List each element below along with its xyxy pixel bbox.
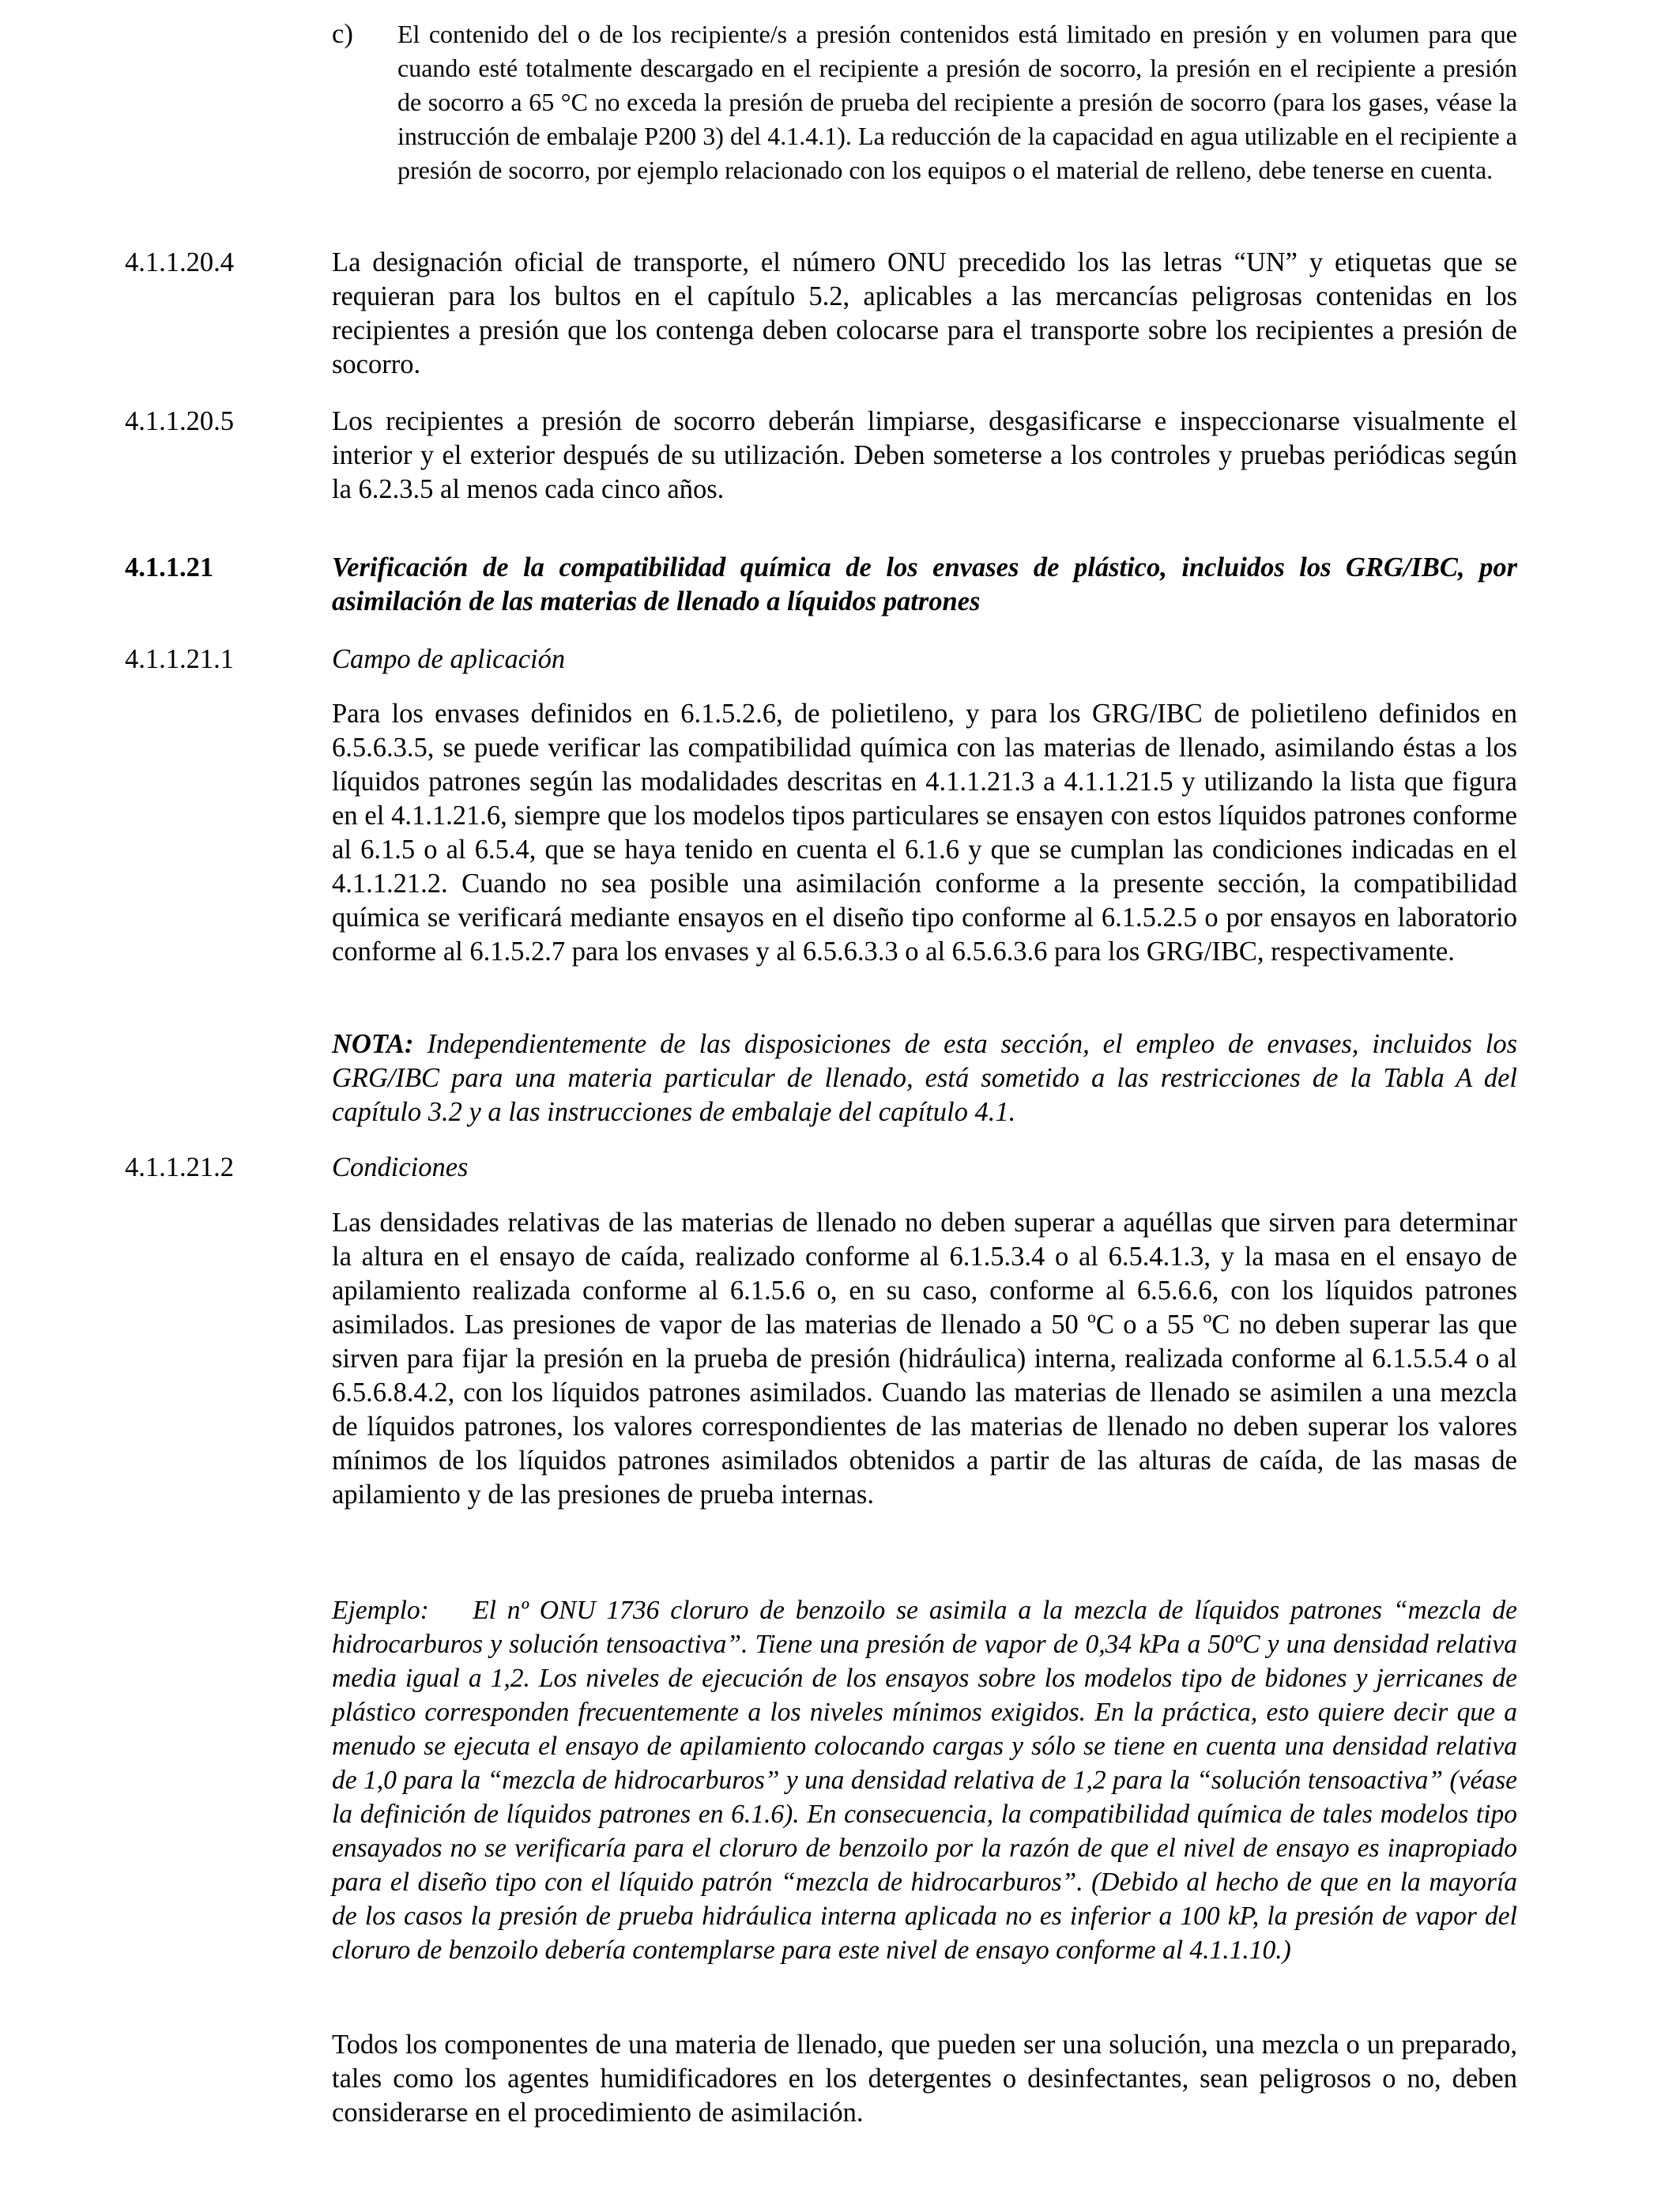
list-item-label: c)	[332, 19, 353, 49]
section-paragraph: Los recipientes a presión de socorro deberán limpiarse, desgasificarse e inspeccionarse visualmente el interior y el exterior después de su utilización. Deben someterse a los controles y pruebas periódicas según la 6.2.3.5 al menos cada cinco años.	[332, 406, 1517, 504]
list-item-text: El contenido del o de los recipiente/s a presión contenidos está limitado en presión y en volumen para que cuando esté totalmente descargado en el recipiente a presión de socorro, la presión en el recipiente a presión de socorro a 65 °C no exceda la presión de prueba del recipiente a presión de socorro (para los gases, véase la instrucción de embalaje P200 3) del 4.1.4.1). La reducción de la capacidad en agua utilizable en el recipiente a presión de socorro, por ejemplo relacionado con los equipos o el material de relleno, debe tenerse en cuenta.	[397, 20, 1517, 184]
example-text: El nº ONU 1736 cloruro de benzoilo se asimila a la mezcla de líquidos patrones “mezcla de hidrocarburos y solución tensoactiva”. Tiene una presión de vapor de 0,34 kPa a 50ºC y una densidad relativa media igual a 1,2. Los niveles de ejecución de los ensayos sobre los modelos tipo de bidones y jerricanes de plástico corresponden frecuentemente a los niveles mínimos exigidos. En la práctica, esto quiere decir que a menudo se ejecuta el ensayo de apilamiento colocando cargas y sólo se tiene en cuenta una densidad relativa de 1,0 para la “mezcla de hidrocarburos” y una densidad relativa de 1,2 para la “solución tensoactiva” (véase la definición de líquidos patrones en 6.1.6). En consecuencia, la compatibilidad química de tales modelos tipo ensayados no se verificaría para el cloruro de benzoilo por la razón de que el nivel de ensayo es inapropiado para el diseño tipo con el líquido patrón “mezcla de hidrocarburos”. (Debido al hecho de que en la mayoría de los casos la presión de prueba hidráulica interna aplicada no es inferior a 100 kP, la presión de vapor del cloruro de benzoilo debería contemplarse para este nivel de ensayo conforme al 4.1.1.10.)	[332, 1596, 1517, 1965]
section-paragraph: Todos los componentes de una materia de llenado, que pueden ser una solución, una mezcla o un preparado, tales como los agentes humidificadores en los detergentes o desinfectantes, sean peligrosos o no, deben considerarse en el procedimiento de asimilación.	[332, 2030, 1517, 2128]
section-number: 4.1.1.21.1	[125, 644, 234, 674]
section-heading: Campo de aplicación	[332, 644, 566, 674]
section-paragraph: Las densidades relativas de las materias de llenado no deben superar a aquéllas que sirven para determinar la altura en el ensayo de caída, realizado conforme al 6.1.5.3.4 o al 6.5.4.1.3, y la masa en el ensayo de apilamiento realizada conforme al 6.1.5.6 o, en su caso, conforme al 6.5.6.6, con los líquidos patrones asimilados. Las presiones de vapor de las materias de llenado a 50 ºC o a 55 ºC no deben superar las que sirven para fijar la presión en la prueba de presión (hidráulica) interna, realizada conforme al 6.1.5.5.4 o al 6.5.6.8.4.2, con los líquidos patrones asimilados. Cuando las materias de llenado se asimilen a una mezcla de líquidos patrones, los valores correspondientes de las materias de llenado no deben superar los valores mínimos de los líquidos patrones asimilados obtenidos a partir de las alturas de caída, de las masas de apilamiento y de las presiones de prueba internas.	[332, 1208, 1517, 1510]
section-number: 4.1.1.20.4	[125, 247, 234, 277]
example	[332, 1593, 1517, 1967]
section-paragraph: La designación oficial de transporte, el número ONU precedido los las letras “UN” y etiquetas que se requieran para los bultos en el capítulo 5.2, aplicables a las mercancías peligrosas contenidas en los recipientes a presión que los contenga deben colocarse para el transporte sobre los recipientes a presión de socorro.	[332, 247, 1517, 379]
section-number: 4.1.1.21	[125, 552, 214, 582]
section-title: Verificación de la compatibilidad química de los envases de plástico, incluidos los GRG/IBC, por asimilación de las materias de llenado a líquidos patrones	[332, 552, 1517, 616]
section-number: 4.1.1.21.2	[125, 1152, 234, 1182]
note-label: NOTA:	[332, 1029, 414, 1059]
example-label: Ejemplo:	[332, 1596, 429, 1625]
note-text: Independientemente de las disposiciones de esta sección, el empleo de envases, incluidos los GRG/IBC para una materia particular de llenado, está sometido a las restricciones de la Tabla A del capítulo 3.2 y a las instrucciones de embalaje del capítulo 4.1.	[332, 1029, 1518, 1127]
section-number: 4.1.1.20.5	[125, 406, 234, 436]
section-paragraph: Para los envases definidos en 6.1.5.2.6, de polietileno, y para los GRG/IBC de polietileno definidos en 6.5.6.3.5, se puede verificar las compatibilidad química con las materias de llenado, asimilando éstas a los líquidos patrones según las modalidades descritas en 4.1.1.21.3 a 4.1.1.21.5 y utilizando la lista que figura en el 4.1.1.21.6, siempre que los modelos tipos particulares se ensayen con estos líquidos patrones conforme al 6.1.5 o al 6.5.4, que se haya tenido en cuenta el 6.1.6 y que se cumplan las condiciones indicadas en el 4.1.1.21.2. Cuando no sea posible una asimilación conforme a la presente sección, la compatibilidad química se verificará mediante ensayos en el diseño tipo conforme al 6.1.5.2.5 o por ensayos en laboratorio conforme al 6.1.5.2.7 para los envases y al 6.5.6.3.3 o al 6.5.6.3.6 para los GRG/IBC, respectivamente.	[332, 699, 1517, 967]
section-heading: Condiciones	[332, 1152, 469, 1182]
note	[332, 1027, 1517, 1129]
